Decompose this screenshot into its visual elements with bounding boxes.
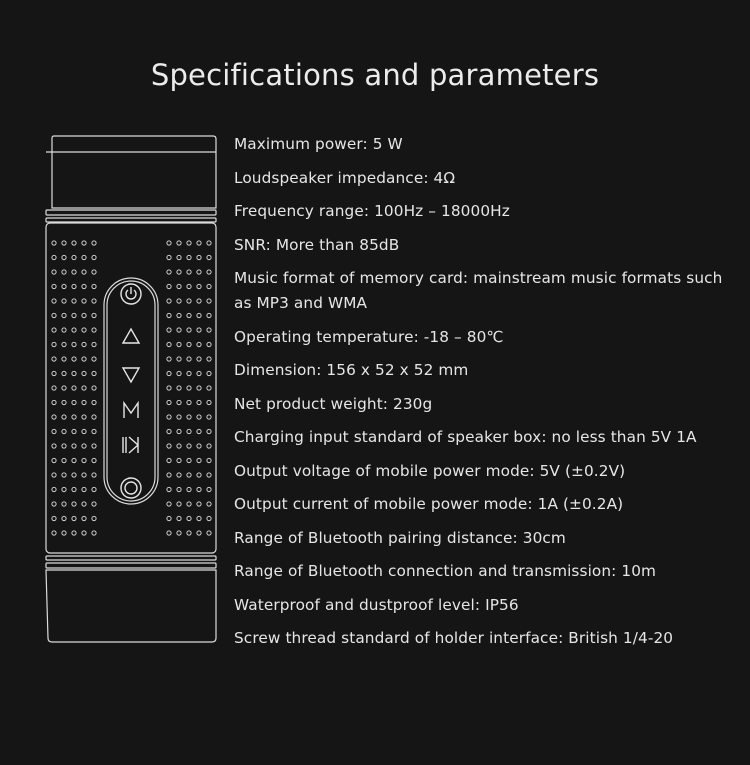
- grille-hole: [177, 502, 181, 506]
- grille-hole: [167, 487, 171, 491]
- grille-hole: [52, 386, 56, 390]
- grille-hole: [207, 284, 211, 288]
- volume-down-icon: [123, 368, 139, 382]
- grille-hole: [167, 502, 171, 506]
- grille-hole: [52, 531, 56, 535]
- grille-hole: [52, 458, 56, 462]
- grille-hole: [62, 270, 66, 274]
- grille-hole: [177, 241, 181, 245]
- grille-hole: [177, 429, 181, 433]
- grille-hole: [52, 502, 56, 506]
- grille-hole: [207, 502, 211, 506]
- grille-hole: [72, 531, 76, 535]
- grille-hole: [167, 241, 171, 245]
- grille-hole: [187, 371, 191, 375]
- grille-hole: [92, 531, 96, 535]
- grille-hole: [187, 400, 191, 404]
- grille-hole: [197, 473, 201, 477]
- grille-hole: [82, 502, 86, 506]
- grille-hole: [177, 371, 181, 375]
- grille-hole: [197, 502, 201, 506]
- spec-item-max-power: Maximum power: 5 W: [234, 135, 403, 153]
- grille-hole: [52, 342, 56, 346]
- grille-hole: [197, 415, 201, 419]
- grille-hole: [177, 313, 181, 317]
- grille-hole: [82, 531, 86, 535]
- grille-hole: [52, 357, 56, 361]
- grille-hole: [82, 284, 86, 288]
- grille-hole: [187, 487, 191, 491]
- grille-hole: [62, 487, 66, 491]
- grille-hole: [177, 487, 181, 491]
- grille-hole: [52, 371, 56, 375]
- grille-hole: [167, 357, 171, 361]
- grille-hole: [82, 458, 86, 462]
- grille-hole: [207, 487, 211, 491]
- grille-hole: [187, 444, 191, 448]
- grille-hole: [207, 458, 211, 462]
- grille-hole: [207, 444, 211, 448]
- grille-hole: [177, 444, 181, 448]
- grille-hole: [82, 371, 86, 375]
- grille-hole: [92, 357, 96, 361]
- spec-item-pairing-distance: Range of Bluetooth pairing distance: 30cm: [234, 528, 566, 547]
- grille-hole: [187, 386, 191, 390]
- grille-hole: [187, 342, 191, 346]
- spec-item-frequency: Frequency range: 100Hz – 18000Hz: [234, 202, 510, 220]
- mode-icon: [124, 403, 138, 418]
- speaker-illustration: [40, 130, 225, 650]
- grille-hole: [187, 429, 191, 433]
- grille-hole: [82, 516, 86, 520]
- grille-hole: [82, 342, 86, 346]
- grille-hole: [187, 502, 191, 506]
- spec-item-waterproof: Waterproof and dustproof level: IP56: [234, 595, 519, 614]
- grille-hole: [62, 458, 66, 462]
- grille-hole: [167, 458, 171, 462]
- grille-hole: [72, 342, 76, 346]
- grille-hole: [197, 270, 201, 274]
- grille-hole: [177, 386, 181, 390]
- grille-hole: [62, 473, 66, 477]
- grille-hole: [197, 284, 201, 288]
- grille-hole: [187, 328, 191, 332]
- grille-hole: [197, 429, 201, 433]
- spec-item-temperature: Operating temperature: -18 – 80℃: [234, 327, 504, 346]
- spec-item-music-format: Music format of memory card: mainstream music formats such as MP3 and WMA: [234, 269, 723, 312]
- grille-hole: [72, 328, 76, 332]
- grille-hole: [167, 371, 171, 375]
- grille-hole: [167, 270, 171, 274]
- spec-item-impedance: Loudspeaker impedance: 4Ω: [234, 168, 456, 187]
- grille-hole: [187, 270, 191, 274]
- grille-hole: [187, 458, 191, 462]
- grille-hole: [72, 313, 76, 317]
- grille-hole: [52, 516, 56, 520]
- grille-hole: [92, 313, 96, 317]
- grille-hole: [187, 357, 191, 361]
- grille-hole: [197, 531, 201, 535]
- grille-hole: [72, 429, 76, 433]
- grille-hole: [72, 284, 76, 288]
- grille-hole: [92, 487, 96, 491]
- grille-hole: [187, 313, 191, 317]
- grille-hole: [207, 299, 211, 303]
- grille-hole: [207, 357, 211, 361]
- grille-hole: [197, 386, 201, 390]
- speaker-top-cap: [52, 136, 216, 208]
- grille-hole: [197, 458, 201, 462]
- grille-hole: [197, 357, 201, 361]
- grille-hole: [207, 371, 211, 375]
- grille-hole: [167, 313, 171, 317]
- grille-hole: [207, 531, 211, 535]
- grille-hole: [167, 284, 171, 288]
- grille-hole: [82, 313, 86, 317]
- grille-hole: [167, 415, 171, 419]
- grille-hole: [207, 313, 211, 317]
- grille-hole: [72, 502, 76, 506]
- grille-hole: [52, 487, 56, 491]
- grille-hole: [52, 284, 56, 288]
- grille-hole: [82, 255, 86, 259]
- grille-hole: [72, 241, 76, 245]
- grille-hole: [177, 270, 181, 274]
- grille-hole: [62, 444, 66, 448]
- grille-hole: [52, 415, 56, 419]
- grille-hole: [167, 473, 171, 477]
- grille-hole: [197, 241, 201, 245]
- grille-hole: [167, 444, 171, 448]
- grille-hole: [207, 400, 211, 404]
- grille-hole: [52, 400, 56, 404]
- grille-hole: [52, 328, 56, 332]
- speaker-bottom-ring: [46, 556, 216, 560]
- grille-hole: [92, 400, 96, 404]
- grille-hole: [62, 299, 66, 303]
- grille-hole: [177, 473, 181, 477]
- grille-hole: [62, 386, 66, 390]
- grille-hole: [52, 255, 56, 259]
- grille-hole: [167, 429, 171, 433]
- grille-hole: [92, 516, 96, 520]
- grille-hole: [167, 255, 171, 259]
- grille-hole: [62, 241, 66, 245]
- grille-hole: [197, 400, 201, 404]
- page-title: Specifications and parameters: [150, 58, 600, 92]
- grille-hole: [177, 531, 181, 535]
- grille-hole: [62, 415, 66, 419]
- grille-hole: [62, 357, 66, 361]
- grille-hole: [82, 473, 86, 477]
- grille-hole: [52, 299, 56, 303]
- grille-hole: [62, 502, 66, 506]
- grille-hole: [92, 444, 96, 448]
- grille-hole: [62, 284, 66, 288]
- grille-hole: [82, 444, 86, 448]
- grille-hole: [207, 328, 211, 332]
- speaker-bottom-cap: [46, 570, 216, 642]
- grille-hole: [207, 342, 211, 346]
- volume-up-icon: [123, 329, 139, 343]
- grille-hole: [187, 241, 191, 245]
- spec-item-weight: Net product weight: 230g: [234, 394, 433, 413]
- grille-hole: [167, 299, 171, 303]
- grille-hole: [177, 328, 181, 332]
- speaker-grille: [52, 241, 211, 535]
- grille-hole: [207, 386, 211, 390]
- grille-hole: [72, 458, 76, 462]
- grille-hole: [92, 458, 96, 462]
- grille-hole: [177, 458, 181, 462]
- grille-hole: [82, 487, 86, 491]
- grille-hole: [187, 255, 191, 259]
- grille-hole: [62, 313, 66, 317]
- grille-hole: [177, 284, 181, 288]
- grille-hole: [72, 400, 76, 404]
- grille-hole: [92, 371, 96, 375]
- spec-list: [234, 132, 734, 660]
- grille-hole: [207, 241, 211, 245]
- spec-item-transmission-range: Range of Bluetooth connection and transmission: 10m: [234, 562, 657, 580]
- grille-hole: [62, 429, 66, 433]
- grille-hole: [72, 255, 76, 259]
- grille-hole: [197, 313, 201, 317]
- grille-hole: [82, 386, 86, 390]
- grille-hole: [187, 516, 191, 520]
- grille-hole: [92, 342, 96, 346]
- grille-hole: [187, 473, 191, 477]
- grille-hole: [197, 328, 201, 332]
- grille-hole: [197, 487, 201, 491]
- grille-hole: [167, 531, 171, 535]
- grille-hole: [177, 415, 181, 419]
- grille-hole: [197, 342, 201, 346]
- grille-hole: [52, 473, 56, 477]
- grille-hole: [92, 415, 96, 419]
- grille-hole: [197, 444, 201, 448]
- grille-hole: [72, 386, 76, 390]
- grille-hole: [187, 284, 191, 288]
- grille-hole: [177, 400, 181, 404]
- grille-hole: [92, 241, 96, 245]
- ring-button: [121, 478, 141, 498]
- grille-hole: [62, 371, 66, 375]
- grille-hole: [92, 502, 96, 506]
- grille-hole: [52, 429, 56, 433]
- grille-hole: [82, 357, 86, 361]
- spec-item-charging-input: Charging input standard of speaker box: no less than 5V 1A: [234, 428, 697, 446]
- grille-hole: [82, 270, 86, 274]
- spec-item-screw-thread: Screw thread standard of holder interface: British 1/4-20: [234, 629, 674, 647]
- grille-hole: [92, 299, 96, 303]
- grille-hole: [167, 386, 171, 390]
- grille-hole: [92, 255, 96, 259]
- grille-hole: [72, 270, 76, 274]
- ring-icon: [125, 482, 137, 494]
- grille-hole: [72, 357, 76, 361]
- grille-hole: [167, 516, 171, 520]
- grille-hole: [197, 299, 201, 303]
- spec-item-output-current: Output current of mobile power mode: 1A (±0.2A): [234, 495, 624, 513]
- grille-hole: [82, 429, 86, 433]
- grille-hole: [167, 400, 171, 404]
- grille-hole: [72, 487, 76, 491]
- grille-hole: [207, 415, 211, 419]
- control-panel: [104, 278, 158, 504]
- grille-hole: [62, 531, 66, 535]
- grille-hole: [92, 284, 96, 288]
- grille-hole: [52, 444, 56, 448]
- grille-hole: [82, 241, 86, 245]
- spec-item-snr: SNR: More than 85dB: [234, 235, 400, 254]
- grille-hole: [207, 516, 211, 520]
- grille-hole: [187, 531, 191, 535]
- grille-hole: [82, 415, 86, 419]
- grille-hole: [207, 255, 211, 259]
- grille-hole: [177, 255, 181, 259]
- grille-hole: [82, 328, 86, 332]
- grille-hole: [197, 255, 201, 259]
- grille-hole: [72, 415, 76, 419]
- grille-hole: [72, 299, 76, 303]
- grille-hole: [177, 357, 181, 361]
- grille-hole: [167, 328, 171, 332]
- grille-hole: [72, 371, 76, 375]
- grille-hole: [177, 342, 181, 346]
- grille-hole: [92, 386, 96, 390]
- grille-hole: [167, 342, 171, 346]
- grille-hole: [197, 516, 201, 520]
- grille-hole: [52, 241, 56, 245]
- grille-hole: [52, 270, 56, 274]
- grille-hole: [92, 270, 96, 274]
- power-icon: [126, 287, 136, 299]
- spec-item-output-voltage: Output voltage of mobile power mode: 5V (±0.2V): [234, 461, 626, 480]
- grille-hole: [72, 516, 76, 520]
- grille-hole: [62, 255, 66, 259]
- grille-hole: [82, 299, 86, 303]
- grille-hole: [207, 429, 211, 433]
- grille-hole: [207, 473, 211, 477]
- grille-hole: [82, 400, 86, 404]
- grille-hole: [207, 270, 211, 274]
- grille-hole: [187, 299, 191, 303]
- grille-hole: [187, 415, 191, 419]
- spec-item-dimension: Dimension: 156 x 52 x 52 mm: [234, 361, 469, 379]
- grille-hole: [197, 371, 201, 375]
- grille-hole: [62, 516, 66, 520]
- grille-hole: [62, 328, 66, 332]
- grille-hole: [177, 299, 181, 303]
- speaker-top-ring: [46, 210, 216, 215]
- grille-hole: [92, 328, 96, 332]
- grille-hole: [92, 429, 96, 433]
- grille-hole: [177, 516, 181, 520]
- grille-hole: [72, 473, 76, 477]
- grille-hole: [92, 473, 96, 477]
- grille-hole: [62, 342, 66, 346]
- play-pause-icon: [123, 437, 138, 453]
- grille-hole: [72, 444, 76, 448]
- grille-hole: [62, 400, 66, 404]
- grille-hole: [52, 313, 56, 317]
